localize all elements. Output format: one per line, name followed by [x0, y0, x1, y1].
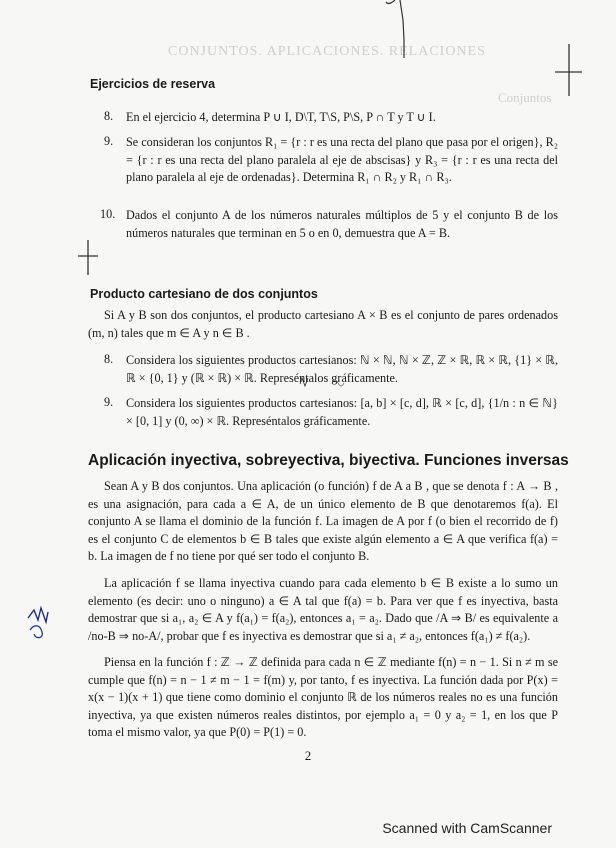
- page-number: 2: [304, 748, 312, 763]
- reserve-item-text: Dados el conjunto A de los números naturales múltiplos de 5 y el conjunto B de los números naturales que terminan en 5 o en 0, demuestra que A = B.: [126, 208, 558, 240]
- product-item-text: Considera los siguientes productos cartesianos: ℕ × ℕ, ℕ × ℤ, ℤ × ℝ, ℝ × ℝ, {1} × ℝ, ℝ × {0, 1} y (ℝ × ℝ) × ℝ. Represéntalos gráficamente.: [126, 353, 558, 385]
- product-intro: Si A y B son dos conjuntos, el producto cartesiano A × B es el conjunto de pares ordenados (m, n) tales que m ∈ A y n ∈ B .: [88, 308, 558, 340]
- pen-scribble-margin: [28, 608, 48, 622]
- functions-p2-block: [88, 575, 558, 645]
- reserve-title: Ejercicios de reserva: [90, 77, 216, 91]
- reserve-item-text: En el ejercicio 4, determina P ∪ I, D\T, T\S, P\S, P ∩ T y T ∪ I.: [126, 110, 436, 124]
- pen-scribble-margin-2: [30, 626, 42, 638]
- bleed-through-header: CONJUNTOS. APLICACIONES. RELACIONES: [168, 44, 486, 59]
- pen-mark-top-line: [400, 0, 404, 58]
- functions-p1-block: [88, 478, 558, 566]
- product-item-number: 9.: [104, 395, 114, 409]
- pen-mark-top-curve: [386, 0, 395, 3]
- reserve-item-9: [106, 134, 558, 187]
- functions-p3-block: [88, 654, 558, 742]
- reserve-item-text: Se consideran los conjuntos R₁ = {r : r es una recta del plano que pasa por el origen}, R₂ = {r : r es una recta del plano paralela al eje de abscisas} y R₃ = {r : r es una recta del plano paralela al eje de ordenadas}. Determina R₁ ∩ R₂ y R₁ ∩ R₃.: [126, 135, 558, 184]
- product-item-8: [106, 352, 558, 387]
- product-intro-block: [88, 307, 558, 342]
- reserve-item-8: [106, 109, 558, 127]
- product-item-9: [106, 395, 558, 430]
- product-item-number: 8.: [104, 352, 114, 366]
- reserve-item-10: [100, 207, 558, 242]
- reserve-item-number: 8.: [104, 109, 114, 123]
- camscanner-watermark: Scanned with CamScanner: [382, 820, 552, 836]
- functions-paragraph-2: La aplicación f se llama inyectiva cuando para cada elemento b ∈ B existe a lo sumo un elemento (es decir: uno o ninguno) a ∈ A tal que f(a) = b. Para ver que f es inyectiva, basta demostrar que si a₁, a₂ ∈ A y f(a₁) = f(a₂), entonces a₁ = a₂. Dado que /A ⇒ B/ es equivalente a /no-B ⇒ no-A/, probar que f es inyectiva es demostrar que si a₁ ≠ a₂, entonces f(a₁) ≠ f(a₂).: [88, 576, 558, 643]
- functions-paragraph-1: Sean A y B dos conjuntos. Una aplicación (o función) f de A a B , que se denota f : A → B , es una asignación, para cada a ∈ A, de un único elemento de B que denotaremos f(a). El conjunto A se llama el dominio de la función f. La imagen de A por f (o bien el recorrido de f) es el conjunto C de elementos b ∈ B tales que existe algún elemento a ∈ A que verifica f(a) = b. La imagen de f no tiene por qué ser todo el conjunto B.: [88, 479, 558, 563]
- reserve-item-number: 9.: [104, 134, 114, 148]
- product-title: Producto cartesiano de dos conjuntos: [90, 287, 318, 301]
- bleed-through-subheader: Conjuntos: [498, 90, 552, 105]
- reserve-item-number: 10.: [100, 207, 116, 221]
- functions-paragraph-3: Piensa en la función f : ℤ → ℤ definida para cada n ∈ ℤ mediante f(n) = n − 1. Si n ≠ m se cumple que f(n) = n − 1 ≠ m − 1 = f(m) y, por tanto, f es inyectiva. La función dada por P(x) = x(x − 1)(x + 1) que tiene como dominio el conjunto ℝ de los números reales no es una función inyectiva, ya que existen números reales distintos, por ejemplo a₁ = 0 y a₂ = 1, en los que P toma el mismo valor, ya que P(0) = P(1) = 0.: [88, 655, 558, 739]
- functions-title: Aplicación inyectiva, sobreyectiva, biyectiva. Funciones inversas: [88, 452, 569, 469]
- product-item-text: Considera los siguientes productos cartesianos: [a, b] × [c, d], ℝ × [c, d], {1/n : n ∈ ℕ} × [0, 1] y (0, ∞) × ℝ. Represéntalos gráficamente.: [126, 396, 558, 428]
